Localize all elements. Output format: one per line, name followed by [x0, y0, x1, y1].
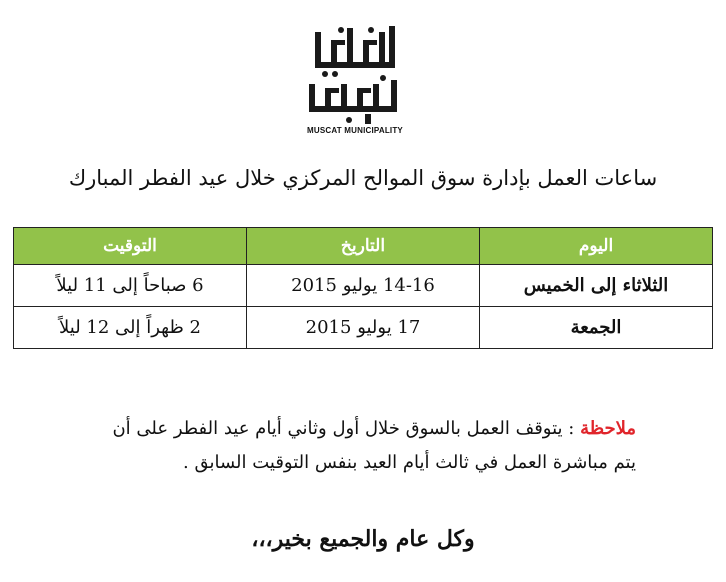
page-title: ساعات العمل بإدارة سوق الموالح المركزي خلال عيد الفطر المبارك [68, 166, 658, 190]
header-time: التوقيت [14, 228, 247, 265]
table-header-row [14, 228, 713, 265]
table-row [14, 307, 713, 349]
header-day: اليوم [480, 228, 713, 265]
note-text-1: يتوقف العمل بالسوق خلال أول وثاني أيام عيد الفطر على أن [112, 418, 563, 439]
logo-caption: MUSCAT MUNICIPALITY [307, 126, 403, 135]
row-time: 6 صباحاً إلى 11 ليلاً [14, 265, 247, 307]
note-paragraph [60, 412, 636, 480]
row-date: 14-16 يوليو 2015 [247, 265, 480, 307]
row-day: الثلاثاء إلى الخميس [480, 265, 713, 307]
note-separator: : [562, 418, 581, 439]
row-day: الجمعة [480, 307, 713, 349]
note-line-2: يتم مباشرة العمل في ثالث أيام العيد بنفس التوقيت السابق . [183, 452, 636, 473]
header-date: التاريخ [247, 228, 480, 265]
table-row [14, 265, 713, 307]
note-label: ملاحظة [580, 418, 636, 439]
closing-greeting: وكل عام والجميع بخير،،، [251, 526, 475, 552]
note-line-1 [60, 412, 636, 446]
row-date: 17 يوليو 2015 [247, 307, 480, 349]
muscat-municipality-logo [305, 22, 405, 140]
row-time: 2 ظهراً إلى 12 ليلاً [14, 307, 247, 349]
working-hours-table [13, 227, 713, 349]
